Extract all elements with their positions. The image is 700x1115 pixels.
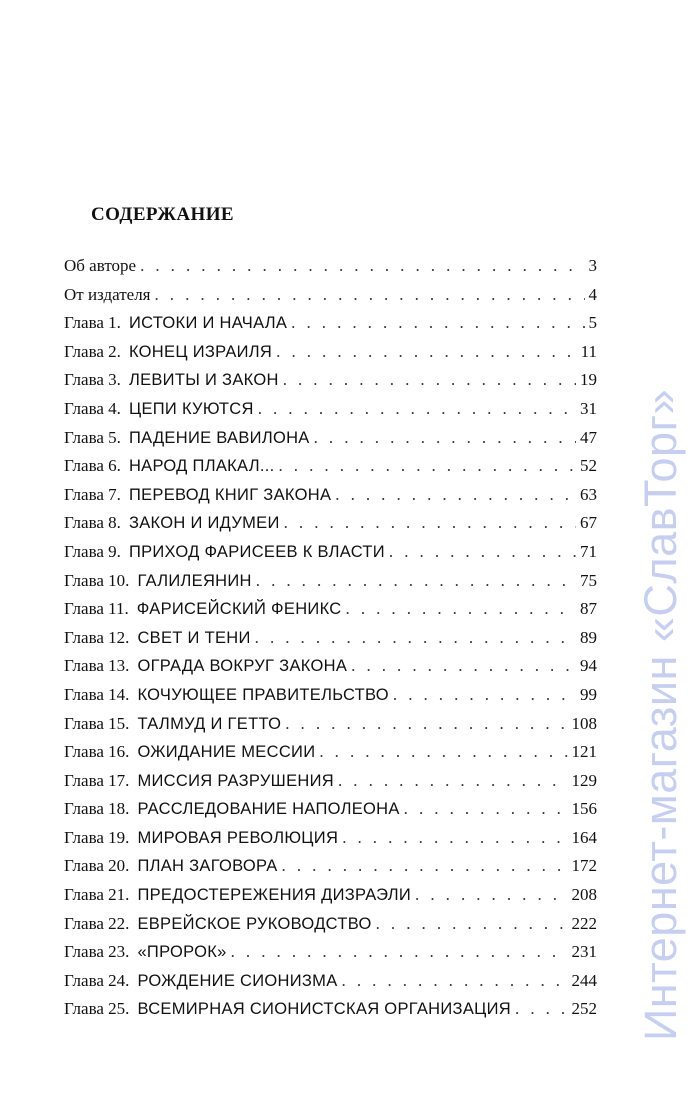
- dot-leader: [515, 995, 567, 1024]
- toc-chapter-number: Глава 3.: [64, 370, 121, 390]
- dot-leader: [376, 910, 568, 939]
- dot-leader: [393, 681, 576, 710]
- toc-entry-title: ЕВРЕЙСКОЕ РУКОВОДСТВО: [137, 914, 372, 933]
- toc-entry: [64, 767, 597, 796]
- toc-chapter-number: Глава 18.: [64, 799, 130, 819]
- toc-entry-title: КОНЕЦ ИЗРАИЛЯ: [128, 342, 273, 361]
- toc-entry: [64, 824, 597, 853]
- toc-entry-title: ОЖИДАНИЕ МЕССИИ: [137, 743, 316, 762]
- dot-leader: [314, 424, 576, 453]
- dot-leader: [279, 452, 577, 481]
- toc-entry-label: [64, 281, 151, 310]
- toc-title: СОДЕРЖАНИЕ: [91, 204, 234, 225]
- toc-entry-label: [64, 738, 315, 767]
- watermark: [632, 320, 690, 1110]
- toc-entry: [64, 481, 597, 510]
- dot-leader: [283, 366, 576, 395]
- toc-entry-title: ПРЕДОСТЕРЕЖЕНИЯ ДИЗРАЭЛИ: [137, 886, 412, 905]
- toc-page-number: 108: [571, 713, 597, 733]
- toc-page-number: 5: [588, 313, 597, 333]
- toc-chapter-number: Глава 9.: [64, 541, 121, 561]
- dot-leader: [231, 938, 568, 967]
- dot-leader: [335, 481, 576, 510]
- toc-entry-title: ПАДЕНИЕ ВАВИЛОНА: [128, 428, 310, 447]
- dot-leader: [285, 710, 567, 739]
- toc-chapter-number: Глава 19.: [64, 827, 130, 847]
- toc-page-number: 67: [580, 513, 597, 533]
- dot-leader: [389, 538, 576, 567]
- toc-chapter-number: Глава 17.: [64, 770, 130, 790]
- toc-entry: [64, 252, 597, 281]
- toc-entry-label: [64, 995, 511, 1024]
- toc-entry-title: СВЕТ И ТЕНИ: [137, 628, 251, 647]
- toc-entry-label: [64, 424, 310, 453]
- toc-entry-label: [64, 624, 251, 653]
- toc-entry-title: РАССЛЕДОВАНИЕ НАПОЛЕОНА: [137, 800, 400, 819]
- toc-page-number: 222: [571, 913, 597, 933]
- toc-entry-label: [64, 567, 252, 596]
- toc-page-number: 19: [580, 370, 597, 390]
- dot-leader: [342, 824, 567, 853]
- toc-page-number: 121: [571, 742, 597, 762]
- toc-entry: [64, 281, 597, 310]
- toc-chapter-number: Глава 7.: [64, 484, 121, 504]
- toc-page-number: 129: [571, 770, 597, 790]
- toc-chapter-number: Глава 10.: [64, 570, 130, 590]
- toc-page-number: 47: [580, 427, 597, 447]
- toc-entry: [64, 624, 597, 653]
- toc-page-number: 87: [580, 599, 597, 619]
- toc-chapter-number: Глава 2.: [64, 341, 121, 361]
- toc-page-number: 75: [580, 570, 597, 590]
- toc-page-number: 94: [580, 656, 597, 676]
- toc-entry-label: [64, 852, 278, 881]
- dot-leader: [346, 595, 576, 624]
- toc-chapter-number: Глава 1.: [64, 313, 121, 333]
- toc-chapter-number: Глава 6.: [64, 456, 121, 476]
- toc-page-number: 31: [580, 398, 597, 418]
- toc-entry: [64, 795, 597, 824]
- toc-page-number: 89: [580, 627, 597, 647]
- toc-page-number: 252: [571, 999, 597, 1019]
- dot-leader: [351, 652, 576, 681]
- toc-entry-label: [64, 595, 342, 624]
- toc-entry: [64, 710, 597, 739]
- toc-page-number: 156: [571, 799, 597, 819]
- toc-entry-title: НАРОД ПЛАКАЛ...: [128, 457, 275, 476]
- toc-chapter-number: Глава 24.: [64, 970, 130, 990]
- toc-chapter-number: Глава 13.: [64, 656, 130, 676]
- toc-entry: [64, 309, 597, 338]
- toc-entry-title: РОЖДЕНИЕ СИОНИЗМА: [137, 971, 338, 990]
- toc-entry-label: [64, 509, 280, 538]
- dot-leader: [342, 967, 568, 996]
- dot-leader: [291, 309, 584, 338]
- toc-entry-title: ЗАКОН И ИДУМЕИ: [128, 514, 280, 533]
- toc-chapter-number: Глава 21.: [64, 885, 130, 905]
- toc-entry: [64, 995, 597, 1024]
- dot-leader: [282, 852, 568, 881]
- toc-page-number: 99: [580, 684, 597, 704]
- dot-leader: [258, 395, 576, 424]
- toc-entry-label: [64, 767, 334, 796]
- toc-page-number: 63: [580, 484, 597, 504]
- toc-entry: [64, 424, 597, 453]
- toc-page-number: 3: [588, 256, 597, 275]
- toc-entry-label: [64, 938, 227, 967]
- dot-leader: [415, 881, 567, 910]
- dot-leader: [140, 252, 584, 281]
- toc-entry-title: ПЛАН ЗАГОВОРА: [137, 857, 278, 876]
- toc-entry-label: [64, 824, 338, 853]
- toc-entry-title: ТАЛМУД И ГЕТТО: [137, 714, 282, 733]
- toc-entry-title: КОЧУЮЩЕЕ ПРАВИТЕЛЬСТВО: [137, 685, 389, 704]
- toc-entry-title: МИРОВАЯ РЕВОЛЮЦИЯ: [137, 828, 339, 847]
- toc-entry-title: ПРИХОД ФАРИСЕЕВ К ВЛАСТИ: [128, 542, 385, 561]
- toc-entry-title: ЦЕПИ КУЮТСЯ: [128, 399, 254, 418]
- toc-page-number: 52: [580, 456, 597, 476]
- toc-entry: [64, 366, 597, 395]
- toc-entry: [64, 538, 597, 567]
- toc-chapter-number: Глава 22.: [64, 913, 130, 933]
- dot-leader: [284, 509, 576, 538]
- toc-entry: [64, 595, 597, 624]
- toc-entry-label: [64, 309, 287, 338]
- dot-leader: [255, 624, 576, 653]
- toc-entry-title: ФАРИСЕЙСКИЙ ФЕНИКС: [136, 600, 342, 619]
- toc-entry-label: [64, 881, 411, 910]
- dot-leader: [276, 338, 576, 367]
- toc-chapter-number: Глава 15.: [64, 713, 130, 733]
- toc-entry-label: [64, 795, 400, 824]
- toc-chapter-number: Глава 16.: [64, 742, 130, 762]
- toc-entry-title: ЛЕВИТЫ И ЗАКОН: [128, 371, 279, 390]
- toc-entry-label: [64, 538, 385, 567]
- toc-entry-title: «ПРОРОК»: [137, 943, 227, 962]
- toc-entry: [64, 881, 597, 910]
- toc-entry: [64, 452, 597, 481]
- dot-leader: [404, 795, 568, 824]
- toc-entry: [64, 652, 597, 681]
- toc-chapter-number: Глава 4.: [64, 398, 121, 418]
- toc-entry-title: ВСЕМИРНАЯ СИОНИСТСКАЯ ОРГАНИЗАЦИЯ: [137, 1000, 512, 1019]
- toc-entry-label: [64, 710, 281, 739]
- toc-chapter-number: Глава 14.: [64, 684, 130, 704]
- toc-chapter-number: Глава 23.: [64, 942, 130, 962]
- dot-leader: [155, 281, 585, 310]
- toc-entry-label: [64, 366, 279, 395]
- toc-page-number: 4: [588, 284, 597, 304]
- toc-entry: [64, 567, 597, 596]
- toc-chapter-number: Глава 20.: [64, 856, 130, 876]
- toc-page-number: 231: [571, 942, 597, 962]
- toc-page-number: 11: [580, 341, 597, 361]
- toc-entry: [64, 852, 597, 881]
- toc-entry-title: ПЕРЕВОД КНИГ ЗАКОНА: [128, 485, 332, 504]
- toc-entry-label: [64, 681, 389, 710]
- toc-entry: [64, 681, 597, 710]
- toc-entry-label: [64, 910, 372, 939]
- toc-entry: [64, 738, 597, 767]
- toc-entry-title: От издателя: [64, 284, 151, 304]
- toc-entry: [64, 338, 597, 367]
- toc-entry-label: [64, 967, 338, 996]
- toc-entry: [64, 395, 597, 424]
- toc-chapter-number: Глава 11.: [64, 599, 129, 619]
- toc-list: [64, 252, 597, 1024]
- toc-entry-title: ОГРАДА ВОКРУГ ЗАКОНА: [137, 657, 348, 676]
- toc-entry-label: [64, 338, 272, 367]
- toc-entry-title: МИССИЯ РАЗРУШЕНИЯ: [137, 771, 334, 790]
- toc-entry-title: Об авторе: [64, 256, 137, 275]
- toc-page-number: 244: [571, 970, 597, 990]
- toc-page-number: 164: [571, 827, 597, 847]
- toc-page-number: 172: [571, 856, 597, 876]
- toc-chapter-number: Глава 5.: [64, 427, 121, 447]
- toc-entry-title: ИСТОКИ И НАЧАЛА: [128, 314, 288, 333]
- toc-entry-label: [64, 481, 331, 510]
- toc-page-number: 208: [571, 885, 597, 905]
- toc-page-number: 71: [580, 541, 597, 561]
- toc-entry-title: ГАЛИЛЕЯНИН: [137, 571, 252, 590]
- dot-leader: [338, 767, 568, 796]
- toc-entry: [64, 967, 597, 996]
- dot-leader: [319, 738, 567, 767]
- toc-entry-label: [64, 252, 136, 281]
- toc-chapter-number: Глава 8.: [64, 513, 121, 533]
- toc-entry: [64, 938, 597, 967]
- toc-entry: [64, 910, 597, 939]
- toc-entry-label: [64, 452, 275, 481]
- toc-entry: [64, 509, 597, 538]
- toc-entry-label: [64, 652, 347, 681]
- toc-chapter-number: Глава 25.: [64, 999, 130, 1019]
- toc-entry-label: [64, 395, 254, 424]
- watermark-text: Интернет-магазин «СлавТорг»: [635, 388, 686, 1042]
- toc-chapter-number: Глава 12.: [64, 627, 130, 647]
- dot-leader: [256, 567, 576, 596]
